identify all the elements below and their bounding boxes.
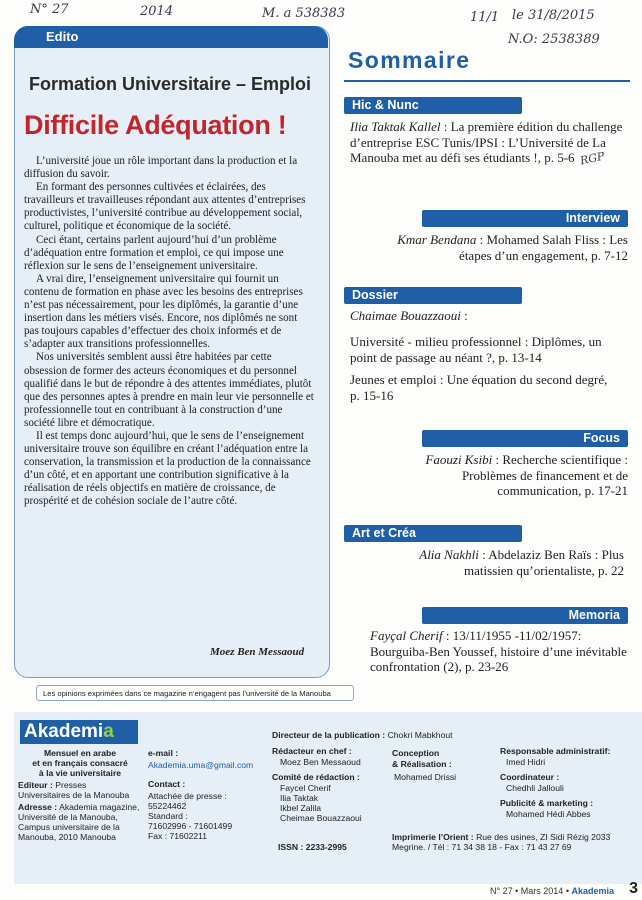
handwritten-code: 11/1 [470,10,500,25]
toc-entry [414,547,624,578]
akademia-logo: Akademia [20,720,138,744]
toc-text: : La première édition du challenge d’entreprise ESC Tunis/IPSI : L’Université de La Manouba met au défi ses étudiants !, p. 5-6 [350,119,623,165]
edito-paragraph: Ceci étant, certains parlent aujourd’hui d’un problème d’adéquation entre formation et emploi, ce qui impose une réflexion sur le sens de l’enseignement universitaire. [24,233,284,272]
toc-text: : [460,308,468,323]
contact-block: Attachée de presse : 55224462 Standard : 71602996 - 71601499 Fax : 71602211 [148,791,233,841]
sommaire-title: Sommaire [348,47,471,73]
toc-entry [384,232,628,263]
publicite-label: Publicité & marketing : [500,798,594,808]
coordinateur-name: Chedhli Jallouli [506,783,564,793]
toc-entry [350,308,630,324]
toc-text: : Recherche scientifique : Problèmes de financement et de communication, p. 17-21 [461,452,628,498]
directeur-line: Directeur de la publication : Chokri Mabkhout [272,730,453,740]
edito-paragraph: A vrai dire, l’enseignement universitaire qui fournit un contenu de formation en phase avec les besoins des entreprises n’est pas nécessairement, pour les diplômés, la garantie d’une insertion dans les métiers visés. Encore, nos diplômés ne sont pas toujours capables d’effectuer des choix informés et de s’adapter aux transitions professionnelles. [24,272,303,351]
adresse-block: Adresse : Akademia magazine, Université de la Manouba, Campus universitaire de la Manouba, 2010 Manouba [18,802,140,842]
realisation-label: & Réalisation : [392,759,452,769]
handwritten-reference: M. a 538383 [262,6,346,21]
toc-text: : Mohamed Salah Fliss : Les étapes d’un engagement, p. 7-12 [459,232,628,263]
editeur-block: Editeur : Presses Universitaires de la Manouba [18,780,130,800]
edito-tab: Edito [14,26,328,48]
section-bar-hic-nunc: Hic & Nunc [344,97,522,114]
handwritten-scribble: RGP [578,149,606,168]
handwritten-date: le 31/8/2015 [512,8,595,23]
toc-author: Chaimae Bouazzaoui [350,308,461,323]
toc-author: Alia Nakhli [419,547,479,562]
toc-item: Jeunes et emploi : Une équation du second degré, p. 15-16 [350,372,608,403]
conception-label: Conception [392,748,440,758]
responsable-name: Imed Hidri [506,757,546,767]
handwritten-issue-number: N° 27 [30,2,69,17]
edito-paragraph: Il est temps donc aujourd’hui, que le sens de l’enseignement universitaire trouve son équilibre en créant l’adéquation entre la conservation, la transmission et la production de la connaissance d’un côté, et en apportant une contribution significative à la réalisation de réels objectifs en matière de croissance, de prospérité et de cohésion sociale de l’autre côté. [24,429,311,508]
section-bar-art-crea: Art et Créa [344,525,522,542]
magazine-description: Mensuel en arabe et en français consacré à la vie universitaire [32,748,128,778]
handwritten-order-number: N.O: 2538389 [508,32,600,47]
section-bar-dossier: Dossier [344,287,522,304]
handwritten-year: 2014 [140,4,174,19]
coordinateur-label: Coordinateur : [500,772,560,782]
publicite-name: Mohamed Hédi Abbes [506,809,591,819]
email-label: e-mail : [148,748,179,758]
issn: ISSN : 2233-2995 [278,842,347,852]
contact-label: Contact : [148,779,186,789]
sommaire-rule [344,80,630,82]
email-link[interactable]: Akademia.uma@gmail.com [148,760,254,770]
edito-kicker: Formation Universitaire – Emploi [28,74,312,94]
redacteur-name: Moez Ben Messaoud [280,757,361,767]
section-bar-interview: Interview [422,210,628,227]
imprimerie-block: Imprimerie l’Orient : Rue des usines, ZI Sidi Rézig 2033 Megrine. / Tél : 71 34 38 18 - Fax : 71 43 27 69 [392,832,611,852]
edito-signature: Moez Ben Messaoud [210,646,305,658]
edito-paragraph: L’université joue un rôle important dans la production et la diffusion du savoir. [24,155,298,181]
toc-entry [370,628,632,675]
edito-paragraph: En formant des personnes cultivées et éclairées, des travailleurs et travailleuses répondant aux attentes d’entreprises productivistes, l’université contribue au développement social, culturel, politique et économique de la société. [24,181,306,233]
comite-label: Comité de rédaction : [272,772,360,782]
toc-author: Fayçal Cherif [370,628,443,643]
disclaimer: Les opinions exprimées dans ce magazine n’engagent pas l’université de la Manouba [36,685,354,701]
comite-list: Faycel Cherif Ilia Taktak Ikbel Zalila Cheimae Bouazzaoui [280,783,362,823]
page-footer: N° 27 • Mars 2014 • Akademia [490,886,614,896]
toc-author: Faouzi Ksibi [425,452,493,467]
redacteur-label: Rédacteur en chef : [272,746,352,756]
toc-entry [350,119,630,166]
section-bar-memoria: Memoria [422,607,628,624]
toc-item: Université - milieu professionnel : Diplômes, un point de passage au néant ?, p. 13-14 [350,334,602,365]
toc-text: : 13/11/1955 -11/02/1957: Bourguiba-Ben Youssef, histoire d’une inévitable confrontation (2), p. 23-26 [370,628,627,674]
responsable-label: Responsable administratif: [500,746,611,756]
toc-text: : Abdelaziz Ben Raïs : Plus matissien qu’orientaliste, p. 22 [464,547,624,578]
toc-author: Kmar Bendana [397,232,477,247]
section-bar-focus: Focus [422,430,628,447]
edito-title: Difficile Adéquation ! [24,110,287,140]
edito-body [24,155,314,509]
page-number: 3 [629,880,638,897]
toc-entry [384,452,628,499]
toc-author: Ilia Taktak Kallel [350,119,441,134]
edito-paragraph: Nos universités semblent aussi être habitées par cette obsession de former des acteurs économiques et du personnel qualifié dans le but de répondre à des attentes immédiates, plutôt que des personnes aptes à prendre en main leur vie personnelle et professionnelle tout en contribuant à la construction d’une société libre et démocratique. [24,351,314,429]
conception-name: Mohamed Drissi [394,772,457,782]
